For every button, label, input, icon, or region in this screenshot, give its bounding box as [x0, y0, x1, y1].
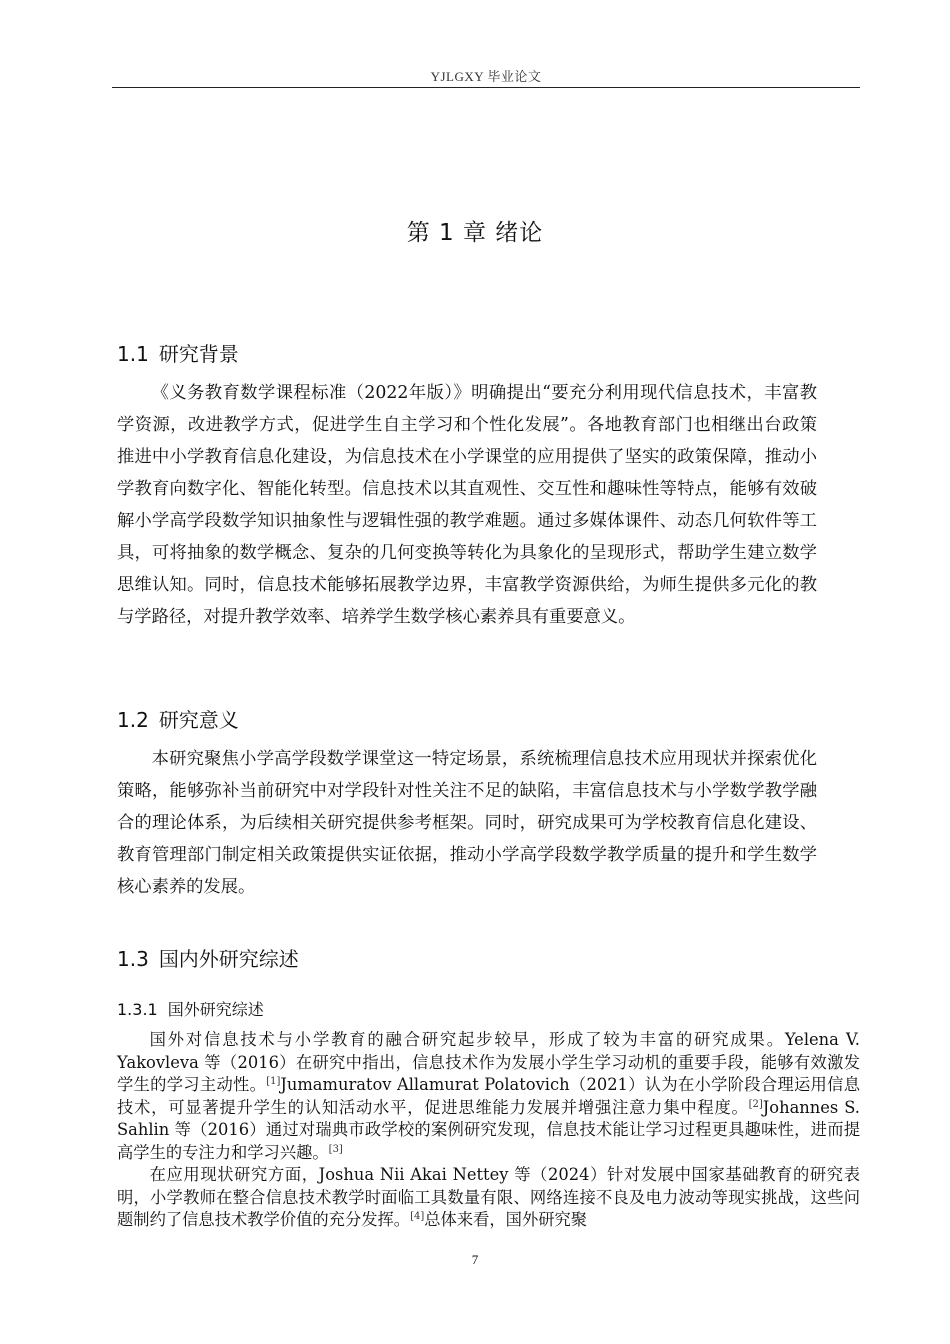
page-number: 7	[471, 1252, 479, 1267]
section-number: 1.1	[117, 342, 149, 366]
section-heading-1-3	[117, 943, 299, 972]
subsection-heading-1-3-1	[117, 997, 264, 1020]
paragraph-text: 在应用现状研究方面，Joshua Nii Akai Nettey 等（2024）针对发展中国家基础教育的研究表明，小学教师在整合信息技术教学时面临工具数量有限、网络连接不良及电力波动等现实挑战，这些问题制约了信息技术教学价值的充分发挥。	[117, 1165, 860, 1229]
paragraph-text: Jumamuratov Allamurat Polatovich（2021）认为在小学阶段合理运用信息技术，可显著提升学生的认知活动水平，促进思维能力发展并增强注意力集中程度。	[117, 1075, 860, 1117]
citation-marker: [1]	[266, 1076, 281, 1087]
header-divider	[112, 87, 860, 88]
section-title: 国内外研究综述	[158, 947, 299, 971]
section-number: 1.3	[117, 947, 149, 971]
citation-marker: [4]	[410, 1211, 425, 1222]
section-heading-1-2	[117, 704, 239, 733]
section-heading-1-1	[117, 338, 239, 367]
body-paragraph	[117, 1029, 860, 1164]
section-number: 1.2	[117, 708, 149, 732]
citation-marker: [2]	[748, 1098, 763, 1110]
paragraph-text: 国外对信息技术与小学教育的融合研究起步较早，形成了较为丰富的研究成果。Yelena V. Yakovleva 等（2016）在研究中指出，信息技术作为发展小学生学习动机的重要手段，能够有效激发学生的学习主动性。	[117, 1030, 860, 1094]
paragraph-text: 总体来看，国外研究聚	[424, 1210, 588, 1229]
section-title: 研究意义	[158, 708, 239, 732]
section-title: 研究背景	[158, 342, 239, 366]
subsection-number: 1.3.1	[117, 1000, 158, 1019]
body-paragraph: 本研究聚焦小学高学段数学课堂这一特定场景，系统梳理信息技术应用现状并探索优化策略，能够弥补当前研究中对学段针对性关注不足的缺陷，丰富信息技术与小学数学教学融合的理论体系，为后续相关研究提供参考框架。同时，研究成果可为学校教育信息化建设、教育管理部门制定相关政策提供实证依据，推动小学高学段数学教学质量的提升和学生数学核心素养的发展。	[117, 749, 817, 897]
citation-marker: [3]	[328, 1143, 343, 1155]
body-paragraph	[117, 1164, 860, 1232]
subsection-title: 国外研究综述	[167, 1000, 264, 1019]
body-paragraph: 《义务教育数学课程标准（2022年版）》明确提出“要充分利用现代信息技术，丰富教学资源，改进教学方式，促进学生自主学习和个性化发展”。各地教育部门也相继出台政策推进中小学教育信息化建设，为信息技术在小学课堂的应用提供了坚实的政策保障，推动小学教育向数字化、智能化转型。信息技术以其直观性、交互性和趣味性等特点，能够有效破解小学高学段数学知识抽象性与逻辑性强的教学难题。通过多媒体课件、动态几何软件等工具，可将抽象的数学概念、复杂的几何变换等转化为具象化的呈现形式，帮助学生建立数学思维认知。同时，信息技术能够拓展教学边界，丰富教学资源供给，为师生提供多元化的教与学路径，对提升教学效率、培养学生数学核心素养具有重要意义。	[117, 383, 817, 627]
chapter-title: 第 1 章 绪论	[406, 220, 544, 246]
paragraph-text: Johannes S. Sahlin 等（2016）通过对瑞典市政学校的案例研究发现，信息技术能让学习过程更具趣味性，进而提高学生的专注力和学习兴趣。	[117, 1097, 860, 1162]
page-header: YJLGXY 毕业论文	[430, 69, 542, 84]
